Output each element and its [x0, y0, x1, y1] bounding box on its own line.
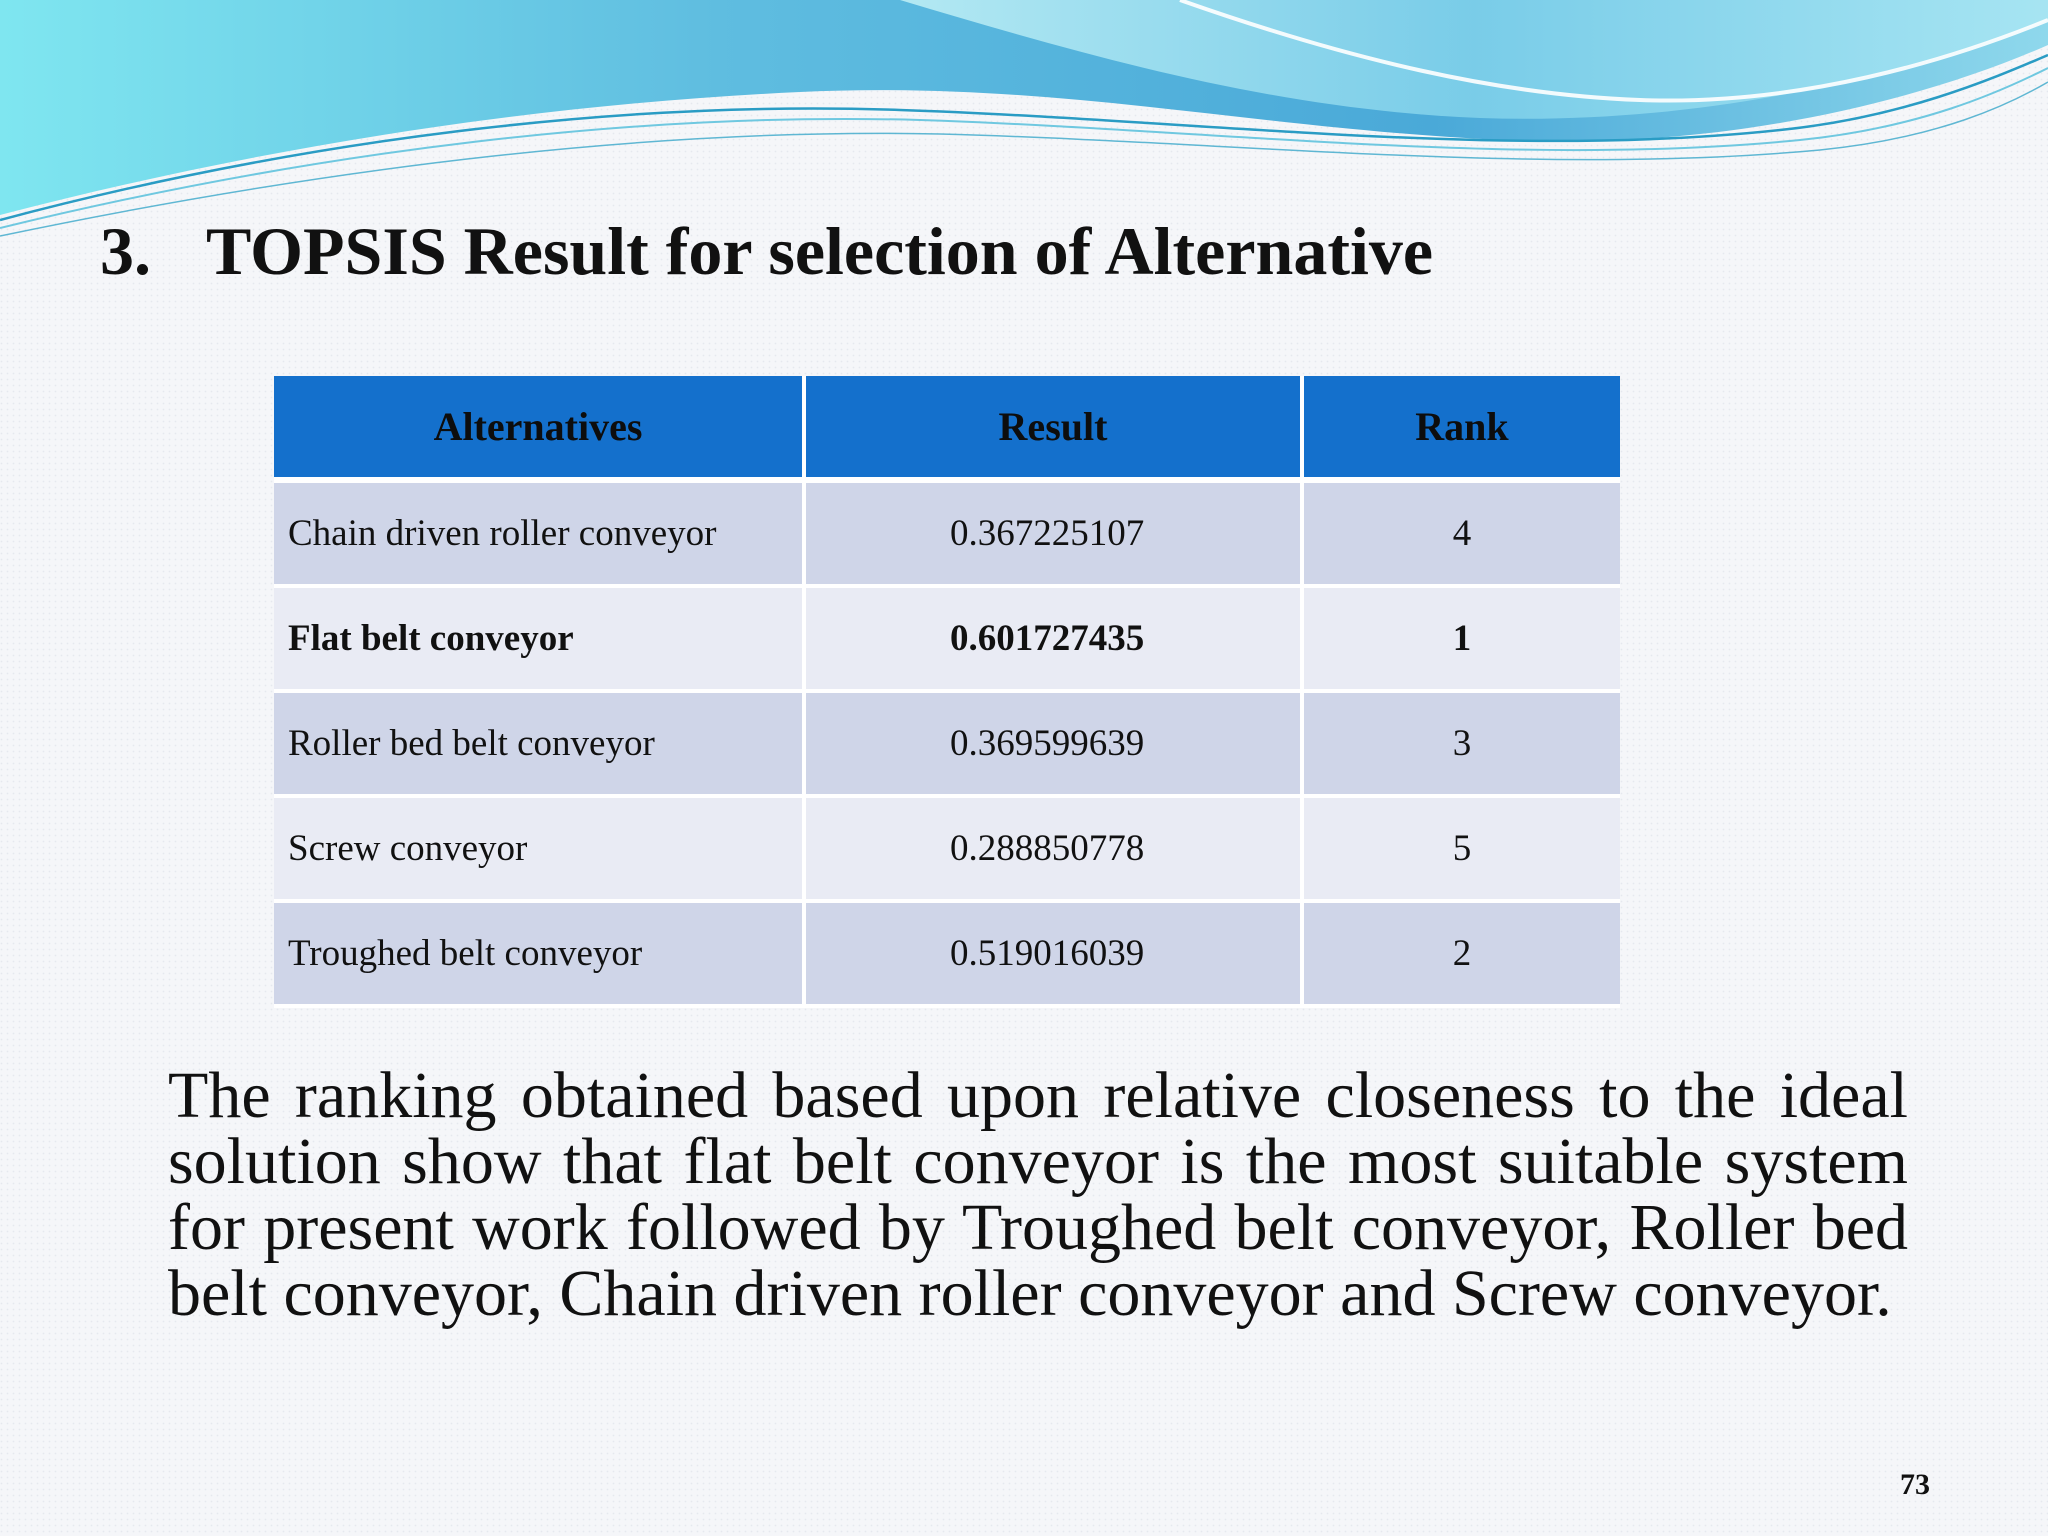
header-rank: Rank — [1302, 376, 1620, 480]
table-row — [274, 586, 1620, 691]
slide-title — [100, 212, 1433, 291]
rank-cell: 1 — [1302, 586, 1620, 691]
table-row — [274, 796, 1620, 901]
alternative-cell: Roller bed belt conveyor — [274, 691, 804, 796]
topsis-results-table — [274, 376, 1620, 1008]
table-header-row — [274, 376, 1620, 480]
result-cell: 0.369599639 — [804, 691, 1302, 796]
alternative-cell: Flat belt conveyor — [274, 586, 804, 691]
rank-cell: 2 — [1302, 901, 1620, 1006]
title-text: TOPSIS Result for selection of Alternative — [206, 213, 1434, 289]
title-number: 3. — [100, 213, 151, 289]
header-alternatives: Alternatives — [274, 376, 804, 480]
wave-banner — [0, 0, 2048, 240]
alternative-cell: Chain driven roller conveyor — [274, 480, 804, 586]
result-cell: 0.601727435 — [804, 586, 1302, 691]
table-row — [274, 901, 1620, 1006]
table-row — [274, 691, 1620, 796]
alternative-cell: Screw conveyor — [274, 796, 804, 901]
page-number: 73 — [1900, 1468, 1930, 1501]
table-row — [274, 480, 1620, 586]
rank-cell: 3 — [1302, 691, 1620, 796]
result-cell: 0.367225107 — [804, 480, 1302, 586]
result-cell: 0.519016039 — [804, 901, 1302, 1006]
header-result: Result — [804, 376, 1302, 480]
conclusion-paragraph: The ranking obtained based upon relative closeness to the ideal solution show that flat belt conveyor is the most suitable system for present work followed by Troughed belt conveyor, Roller bed belt conveyor, Chain driven roller conveyor and Screw conveyor. — [168, 1059, 1908, 1330]
rank-cell: 5 — [1302, 796, 1620, 901]
alternative-cell: Troughed belt conveyor — [274, 901, 804, 1006]
result-cell: 0.288850778 — [804, 796, 1302, 901]
rank-cell: 4 — [1302, 480, 1620, 586]
